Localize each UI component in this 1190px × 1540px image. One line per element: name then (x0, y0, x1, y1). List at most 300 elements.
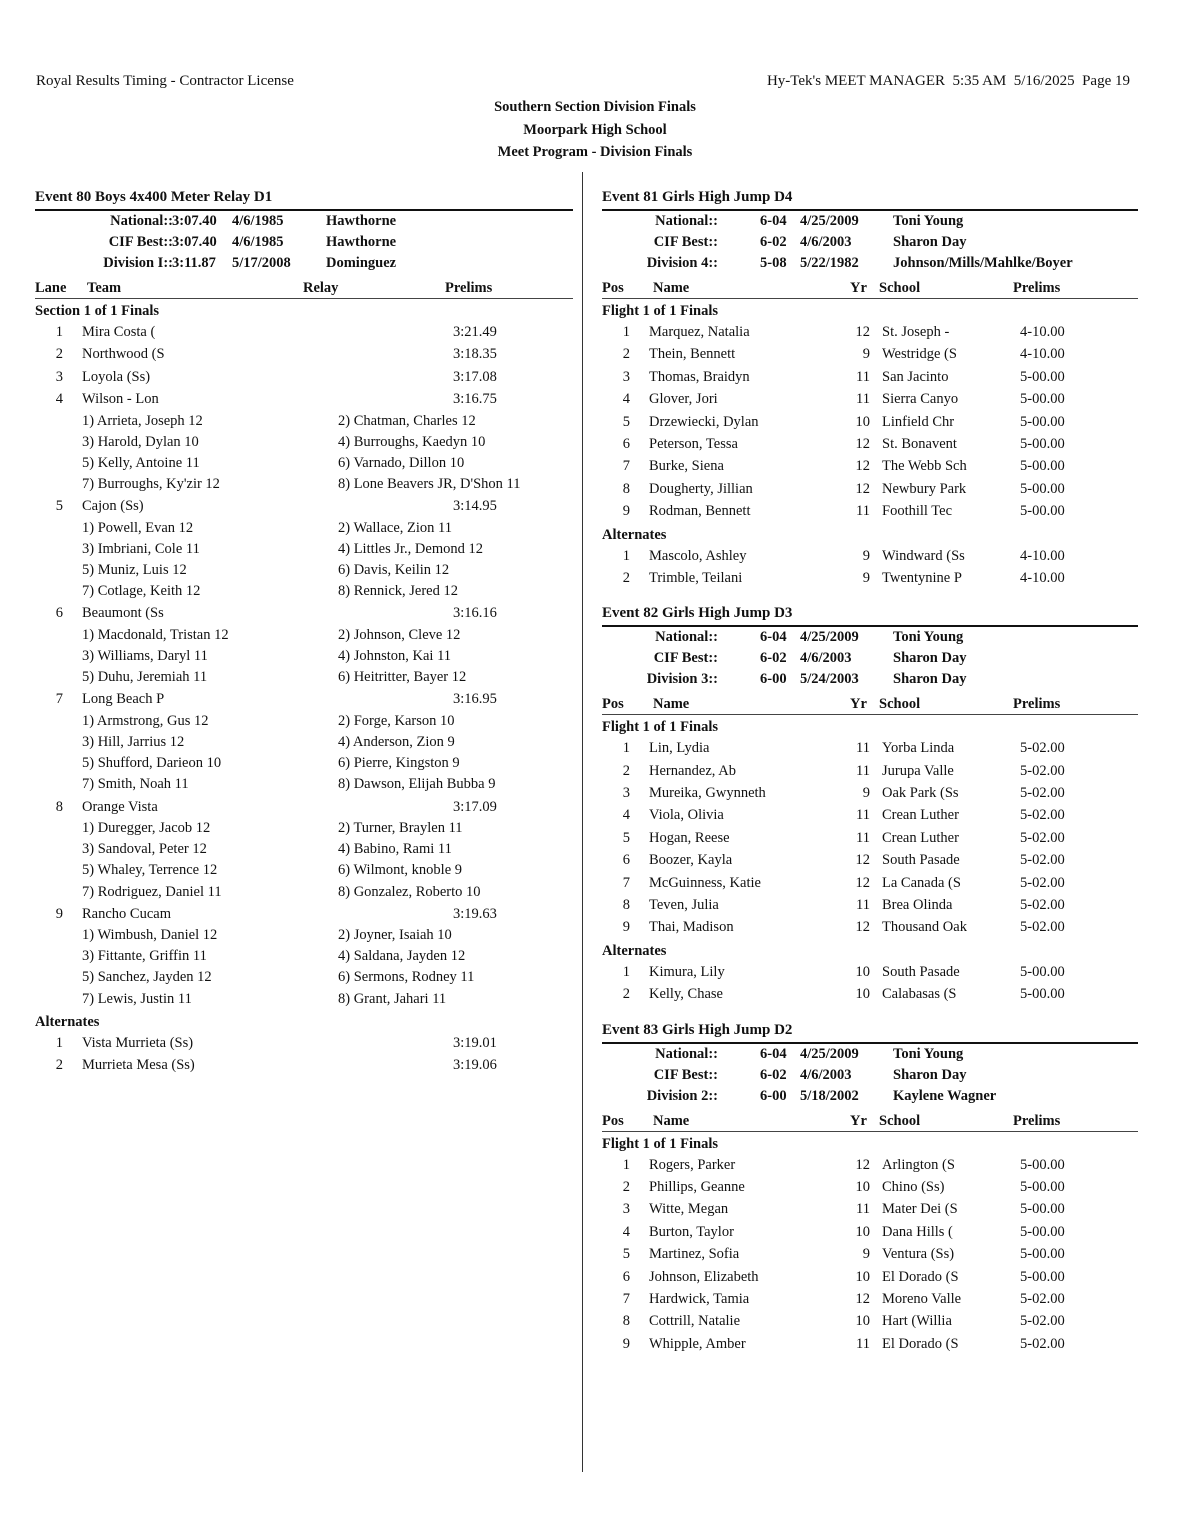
prelim-mark: 5-02.00 (1020, 785, 1065, 802)
athlete-name: Hogan, Reese (649, 829, 730, 846)
athlete-name: Drzewiecki, Dylan (649, 413, 759, 430)
record-mark: 6-02 (760, 234, 787, 250)
record-holder: Hawthorne (326, 213, 397, 229)
record-row (602, 1086, 1138, 1107)
runner-row (35, 753, 573, 774)
school-name: Moreno Valle (882, 1290, 962, 1307)
athlete-name: Hardwick, Tamia (649, 1290, 750, 1307)
position-number: 4 (622, 1223, 630, 1240)
runner-row (35, 411, 573, 432)
position-number: 5 (622, 1246, 630, 1263)
athlete-name: Phillips, Geanne (649, 1178, 745, 1195)
athlete-year: 12 (855, 1290, 870, 1307)
runner-name: 8) Grant, Jahari 11 (338, 990, 447, 1007)
athlete-row (602, 500, 1138, 522)
event-title: Event 83 Girls High Jump D2 (602, 1020, 1138, 1044)
runner-name: 6) Davis, Keilin 12 (338, 562, 450, 579)
runner-name: 3) Sandoval, Peter 12 (82, 841, 207, 858)
runner-name: 6) Heitritter, Bayer 12 (338, 669, 467, 686)
runner-name: 8) Dawson, Elijah Bubba 9 (338, 776, 496, 793)
alternate-athlete-row (602, 983, 1138, 1005)
record-row (602, 253, 1138, 274)
prelim-mark: 5-02.00 (1020, 897, 1065, 914)
athlete-row (602, 321, 1138, 343)
col-yr: Yr (850, 696, 867, 713)
runner-name: 2) Johnson, Cleve 12 (338, 626, 461, 643)
lane-number: 9 (55, 905, 63, 922)
runner-name: 7) Cotlage, Keith 12 (82, 583, 201, 600)
relay-team-row (35, 388, 573, 410)
col-school: School (879, 696, 921, 713)
athlete-row (602, 872, 1138, 894)
runner-row (35, 518, 573, 539)
record-holder: Dominguez (326, 255, 397, 271)
team-name: Mira Costa ( (82, 324, 156, 340)
position-number: 7 (622, 1290, 630, 1307)
athlete-row (602, 1266, 1138, 1288)
athlete-name: Rodman, Bennett (649, 503, 751, 520)
position-number: 2 (622, 1178, 630, 1195)
col-school: School (879, 280, 921, 296)
runner-name: 1) Duregger, Jacob 12 (82, 819, 211, 836)
prelim-mark: 4-10.00 (1020, 346, 1065, 363)
relay-team-list (35, 321, 573, 1010)
prelim-mark: 5-00.00 (1020, 480, 1065, 497)
athlete-name: Burton, Taylor (649, 1223, 734, 1240)
athlete-name: Lin, Lydia (649, 740, 710, 757)
athlete-name: Kelly, Chase (649, 986, 723, 1003)
record-date: 4/6/2003 (800, 234, 852, 250)
position-number: 6 (622, 435, 630, 452)
school-name: Thousand Oak (882, 919, 967, 936)
record-row (35, 232, 573, 253)
runner-name: 4) Babino, Rami 11 (338, 841, 452, 858)
high-jump-event (602, 187, 1138, 589)
record-date: 5/22/1982 (800, 255, 859, 271)
school-name: South Pasade (882, 963, 960, 980)
record-mark: 6-02 (760, 1066, 787, 1083)
athlete-year: 10 (855, 1268, 870, 1285)
runner-name: 4) Anderson, Zion 9 (338, 733, 455, 750)
record-date: 4/6/1985 (232, 213, 284, 229)
runner-name: 1) Wimbush, Daniel 12 (82, 927, 218, 944)
team-name: Cajon (Ss) (82, 498, 144, 515)
athlete-year: 11 (856, 368, 870, 385)
athlete-row (602, 1288, 1138, 1310)
athlete-year: 10 (855, 413, 870, 430)
athlete-name: Kimura, Lily (649, 963, 725, 980)
runner-name: 4) Saldana, Jayden 12 (338, 948, 466, 965)
prelim-mark: 4-10.00 (1020, 324, 1065, 340)
relay-team-row (35, 688, 573, 710)
athlete-year: 9 (862, 785, 870, 802)
prelim-mark: 5-00.00 (1020, 503, 1065, 520)
runner-name: 1) Powell, Evan 12 (82, 519, 194, 536)
prelim-mark: 5-02.00 (1020, 807, 1065, 824)
high-jump-event (602, 1020, 1138, 1356)
runner-row (35, 667, 573, 688)
position-number: 1 (622, 547, 630, 564)
athlete-row (602, 1198, 1138, 1220)
alternate-athlete-row (602, 961, 1138, 983)
athlete-year: 11 (856, 1201, 870, 1218)
athlete-name: Marquez, Natalia (649, 324, 750, 340)
runner-name: 4) Burroughs, Kaedyn 10 (338, 433, 486, 450)
col-prelims: Prelims (1013, 1112, 1061, 1129)
athlete-name: Mureika, Gwynneth (649, 785, 766, 802)
runner-name: 5) Shufford, Darieon 10 (82, 755, 222, 772)
position-number: 1 (622, 740, 630, 757)
prelim-mark: 5-02.00 (1020, 1335, 1065, 1352)
athlete-name: McGuinness, Katie (649, 874, 761, 891)
runner-row (35, 818, 573, 839)
athlete-row (602, 916, 1138, 938)
record-holder: Sharon Day (893, 671, 967, 688)
runner-name: 6) Sermons, Rodney 11 (338, 969, 475, 986)
runner-name: 7) Smith, Noah 11 (82, 776, 189, 793)
col-yr: Yr (850, 280, 867, 296)
athlete-row (602, 894, 1138, 916)
runner-row (35, 581, 573, 602)
meet-program-title: Meet Program - Division Finals (497, 144, 693, 160)
school-name: Linfield Chr (882, 413, 955, 430)
prelim-time: 3:19.01 (453, 1034, 497, 1051)
event-title: Event 82 Girls High Jump D3 (602, 603, 1138, 627)
position-number: 1 (622, 324, 630, 340)
runner-row (35, 967, 573, 988)
prelim-mark: 5-02.00 (1020, 829, 1065, 846)
position-number: 4 (622, 807, 630, 824)
athlete-name: Peterson, Tessa (649, 435, 738, 452)
runner-name: 8) Rennick, Jered 12 (338, 583, 458, 600)
athlete-row (602, 1310, 1138, 1332)
athlete-year: 11 (856, 897, 870, 914)
athlete-name: Rogers, Parker (649, 1156, 736, 1173)
prelim-mark: 5-00.00 (1020, 1178, 1065, 1195)
record-date: 5/17/2008 (232, 255, 291, 271)
lane-number: 1 (55, 324, 63, 340)
athlete-year: 12 (855, 480, 870, 497)
col-name: Name (653, 1112, 690, 1129)
record-row (602, 627, 1138, 648)
athlete-name: Witte, Megan (649, 1201, 729, 1218)
prelim-mark: 5-00.00 (1020, 435, 1065, 452)
record-mark: 6-04 (760, 629, 787, 646)
team-name: Murrieta Mesa (Ss) (82, 1057, 195, 1074)
runner-name: 1) Arrieta, Joseph 12 (82, 412, 203, 429)
column-header (602, 276, 1138, 299)
prelim-mark: 5-00.00 (1020, 1223, 1065, 1240)
event-title: Event 80 Boys 4x400 Meter Relay D1 (35, 187, 573, 211)
position-number: 5 (622, 413, 630, 430)
record-holder: Toni Young (893, 629, 964, 646)
prelim-mark: 5-02.00 (1020, 1290, 1065, 1307)
athlete-year: 12 (855, 1156, 870, 1173)
athlete-year: 9 (862, 1246, 870, 1263)
record-holder: Kaylene Wagner (893, 1087, 997, 1104)
prelim-mark: 4-10.00 (1020, 547, 1065, 564)
runner-name: 5) Sanchez, Jayden 12 (82, 969, 212, 986)
runner-name: 2) Turner, Braylen 11 (338, 819, 463, 836)
relay-team-row (35, 495, 573, 517)
school-name: Ventura (Ss) (882, 1246, 955, 1263)
athlete-name: Trimble, Teilani (649, 569, 743, 586)
prelim-mark: 5-00.00 (1020, 1156, 1065, 1173)
athlete-row (602, 1243, 1138, 1265)
runner-row (35, 711, 573, 732)
athlete-year: 9 (862, 547, 870, 564)
athlete-year: 10 (855, 986, 870, 1003)
athlete-year: 10 (855, 1223, 870, 1240)
record-label: CIF Best:: (108, 234, 173, 250)
position-number: 8 (622, 480, 630, 497)
alternates-heading: Alternates (602, 942, 667, 959)
athlete-year: 12 (855, 874, 870, 891)
prelim-mark: 5-00.00 (1020, 458, 1065, 475)
runner-row (35, 882, 573, 903)
relay-team-row (35, 343, 573, 365)
runner-row (35, 732, 573, 753)
prelim-mark: 5-02.00 (1020, 874, 1065, 891)
team-name: Wilson - Lon (82, 391, 159, 408)
record-holder: Toni Young (893, 213, 964, 229)
position-number: 7 (622, 874, 630, 891)
prelim-time: 3:18.35 (453, 346, 497, 363)
position-number: 6 (622, 852, 630, 869)
school-name: Brea Olinda (882, 897, 953, 914)
athlete-year: 9 (862, 569, 870, 586)
position-number: 9 (622, 919, 630, 936)
athlete-row (602, 1176, 1138, 1198)
runner-name: 4) Littles Jr., Demond 12 (338, 540, 483, 557)
athlete-name: Dougherty, Jillian (649, 480, 753, 497)
prelim-mark: 5-00.00 (1020, 368, 1065, 385)
prelim-mark: 5-00.00 (1020, 1201, 1065, 1218)
runner-name: 2) Joyner, Isaiah 10 (338, 927, 452, 944)
lane-number: 3 (55, 368, 63, 385)
school-name: El Dorado (S (882, 1268, 959, 1285)
athlete-name: Mascolo, Ashley (649, 547, 747, 564)
prelim-mark: 5-02.00 (1020, 1313, 1065, 1330)
prelim-time: 3:17.09 (453, 798, 497, 815)
col-pos: Pos (602, 696, 624, 713)
record-label: National:: (110, 213, 173, 229)
column-header (602, 692, 1138, 715)
runner-name: 5) Duhu, Jeremiah 11 (82, 669, 208, 686)
lane-number: 2 (55, 1057, 63, 1074)
lane-number: 1 (55, 1034, 63, 1051)
record-row (602, 211, 1138, 232)
section-heading: Section 1 of 1 Finals (35, 303, 160, 319)
athlete-name: Viola, Olivia (649, 807, 724, 824)
runner-row (35, 453, 573, 474)
record-label: Division 3:: (646, 671, 718, 688)
team-name: Rancho Cucam (82, 905, 171, 922)
runner-name: 2) Chatman, Charles 12 (338, 412, 476, 429)
team-name: Long Beach P (82, 691, 165, 708)
school-name: Yorba Linda (882, 740, 955, 757)
record-row (35, 211, 573, 232)
record-mark: 6-00 (760, 671, 787, 688)
position-number: 2 (622, 346, 630, 363)
runner-name: 8) Lone Beavers JR, D'Shon 11 (338, 476, 521, 493)
team-name: Orange Vista (82, 798, 158, 815)
meet-title: Southern Section Division Finals (494, 99, 696, 115)
team-name: Beaumont (Ss (82, 605, 164, 622)
athlete-row (602, 782, 1138, 804)
athlete-name: Whipple, Amber (649, 1335, 746, 1352)
athlete-name: Cottrill, Natalie (649, 1313, 741, 1330)
runner-row (35, 860, 573, 881)
team-name: Northwood (S (82, 346, 165, 363)
athlete-year: 12 (855, 435, 870, 452)
license-text: Royal Results Timing - Contractor License (36, 73, 294, 89)
prelim-mark: 5-00.00 (1020, 391, 1065, 408)
athlete-row (602, 737, 1138, 759)
col-pos: Pos (602, 1112, 624, 1129)
event-80 (35, 187, 573, 1077)
record-date: 4/25/2009 (800, 629, 859, 646)
record-holder: Sharon Day (893, 234, 967, 250)
athlete-name: Thein, Bennett (649, 346, 736, 363)
col-lane: Lane (35, 280, 67, 296)
school-name: Foothill Tec (882, 503, 953, 520)
lane-number: 8 (55, 798, 63, 815)
col-prelims: Prelims (1013, 280, 1061, 296)
school-name: Arlington (S (882, 1156, 955, 1173)
runner-row (35, 646, 573, 667)
position-number: 1 (622, 1156, 630, 1173)
athlete-year: 9 (862, 346, 870, 363)
runner-row (35, 989, 573, 1010)
runner-name: 7) Lewis, Justin 11 (82, 990, 192, 1007)
col-prelims: Prelims (1013, 696, 1061, 713)
runner-name: 5) Muniz, Luis 12 (82, 562, 187, 579)
athlete-year: 10 (855, 1178, 870, 1195)
school-name: Mater Dei (S (882, 1201, 958, 1218)
athlete-row (602, 388, 1138, 410)
prelim-mark: 5-02.00 (1020, 740, 1065, 757)
team-name: Vista Murrieta (Ss) (82, 1034, 194, 1051)
runner-name: 3) Hill, Jarrius 12 (82, 733, 185, 750)
runner-name: 2) Wallace, Zion 11 (338, 519, 452, 536)
school-name: Twentynine P (882, 569, 962, 586)
school-name: Chino (Ss) (882, 1178, 945, 1195)
col-name: Name (653, 696, 690, 713)
col-pos: Pos (602, 280, 624, 296)
school-name: La Canada (S (882, 874, 961, 891)
record-mark: 3:07.40 (172, 234, 217, 250)
prelim-time: 3:19.06 (453, 1057, 497, 1074)
position-number: 3 (622, 785, 630, 802)
runner-row (35, 946, 573, 967)
position-number: 8 (622, 1313, 630, 1330)
athlete-row (602, 827, 1138, 849)
school-name: Oak Park (Ss (882, 785, 959, 802)
flight-heading: Flight 1 of 1 Finals (602, 303, 719, 319)
runner-name: 6) Varnado, Dillon 10 (338, 454, 465, 471)
athlete-row (602, 343, 1138, 365)
runner-row (35, 432, 573, 453)
athlete-name: Thomas, Braidyn (649, 368, 750, 385)
alternates-list (35, 1032, 573, 1077)
position-number: 9 (622, 503, 630, 520)
column-divider (582, 172, 583, 1472)
school-name: South Pasade (882, 852, 960, 869)
position-number: 6 (622, 1268, 630, 1285)
alternate-athlete-row (602, 545, 1138, 567)
record-date: 5/18/2002 (800, 1087, 859, 1104)
runner-name: 1) Armstrong, Gus 12 (82, 712, 209, 729)
runner-name: 5) Kelly, Antoine 11 (82, 454, 200, 471)
athlete-row (602, 804, 1138, 826)
event-title: Event 81 Girls High Jump D4 (602, 187, 1138, 211)
athlete-year: 11 (856, 762, 870, 779)
school-name: Jurupa Valle (882, 762, 954, 779)
school-name: Crean Luther (882, 807, 959, 824)
position-number: 2 (622, 762, 630, 779)
school-name: Hart (Willia (882, 1313, 952, 1330)
athlete-year: 12 (855, 324, 870, 340)
athlete-name: Teven, Julia (649, 897, 719, 914)
lane-number: 4 (55, 391, 63, 408)
school-name: Dana Hills ( (882, 1223, 953, 1240)
runner-name: 7) Burroughs, Ky'zir 12 (82, 476, 220, 493)
record-mark: 6-00 (760, 1087, 787, 1104)
prelim-mark: 5-00.00 (1020, 986, 1065, 1003)
record-row (35, 253, 573, 274)
record-label: National:: (655, 629, 718, 646)
athlete-year: 10 (855, 1313, 870, 1330)
record-holder: Sharon Day (893, 650, 967, 667)
runner-name: 2) Forge, Karson 10 (338, 712, 455, 729)
athlete-year: 11 (856, 503, 870, 520)
athlete-year: 10 (855, 963, 870, 980)
column-header (602, 1109, 1138, 1132)
prelim-mark: 5-02.00 (1020, 762, 1065, 779)
col-prelims: Prelims (445, 280, 493, 296)
runner-row (35, 839, 573, 860)
prelim-time: 3:16.95 (453, 691, 497, 708)
runner-name: 8) Gonzalez, Roberto 10 (338, 883, 481, 900)
runner-name: 6) Wilmont, knoble 9 (338, 862, 463, 879)
runner-name: 4) Johnston, Kai 11 (338, 648, 452, 665)
athlete-name: Johnson, Elizabeth (649, 1268, 759, 1285)
flight-heading: Flight 1 of 1 Finals (602, 719, 719, 736)
school-name: St. Bonavent (882, 435, 957, 452)
flight-heading: Flight 1 of 1 Finals (602, 1135, 719, 1152)
record-date: 5/24/2003 (800, 671, 859, 688)
position-number: 3 (622, 368, 630, 385)
athlete-name: Boozer, Kayla (649, 852, 733, 869)
school-name: San Jacinto (882, 368, 949, 385)
runner-name: 3) Fittante, Griffin 11 (82, 948, 207, 965)
alternate-team-row (35, 1032, 573, 1054)
record-mark: 3:11.87 (172, 255, 216, 271)
alternate-athlete-row (602, 567, 1138, 589)
athlete-row (602, 849, 1138, 871)
record-label: CIF Best:: (653, 1066, 718, 1083)
athlete-name: Hernandez, Ab (649, 762, 736, 779)
athlete-row (602, 411, 1138, 433)
record-row (602, 648, 1138, 669)
meet-manager-info: Hy-Tek's MEET MANAGER 5:35 AM 5/16/2025 Page 19 (766, 73, 1130, 89)
col-team: Team (87, 280, 122, 296)
prelim-time: 3:19.63 (453, 905, 497, 922)
record-holder: Johnson/Mills/Mahlke/Boyer (893, 255, 1073, 271)
position-number: 1 (622, 963, 630, 980)
alternates-heading: Alternates (602, 526, 667, 543)
